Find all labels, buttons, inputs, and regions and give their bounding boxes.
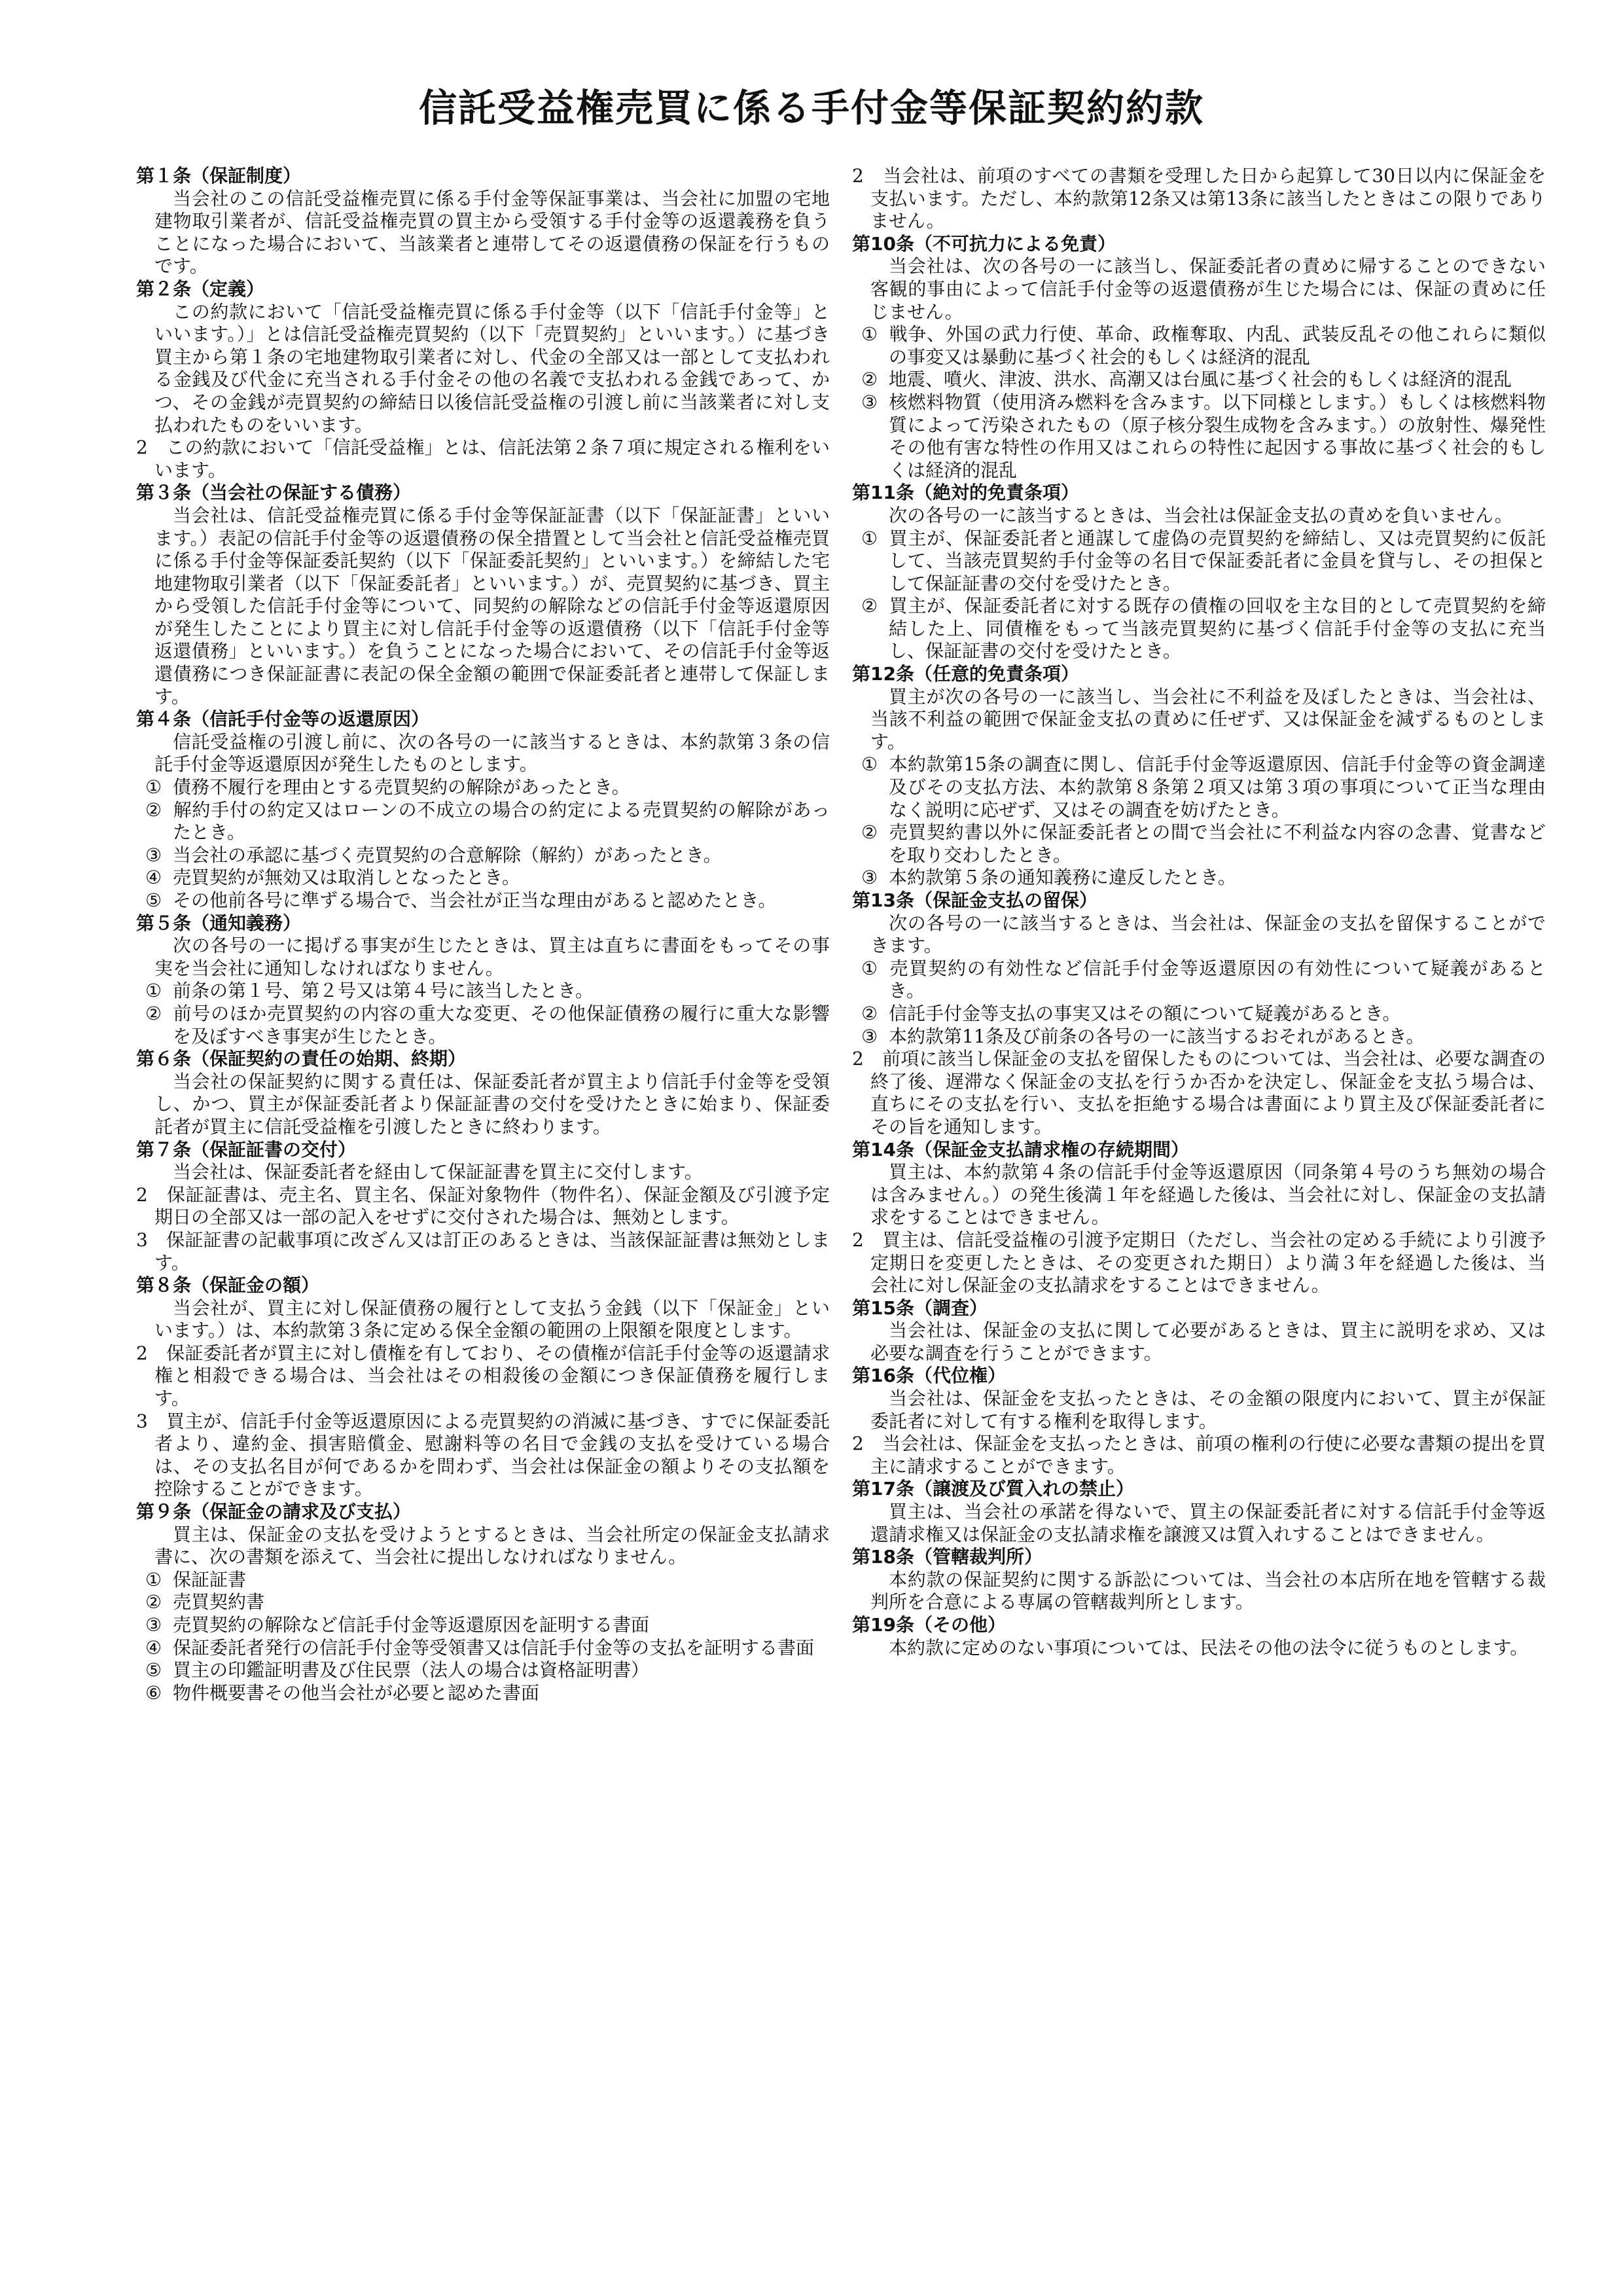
item-marker: ① bbox=[861, 957, 878, 979]
list-item bbox=[852, 1026, 1546, 1049]
item-text: 本約款第５条の通知義務に違反したとき。 bbox=[889, 867, 1236, 889]
article-heading: 第11条（絶対的免責条項） bbox=[852, 482, 1079, 504]
sub-paragraph: 3 保証証書の記載事項に改ざん又は訂正のあるときは、当該保証証書は無効とします。 bbox=[136, 1229, 830, 1274]
item-text: 売買契約が無効又は取消しとなったとき。 bbox=[173, 867, 520, 889]
list-item bbox=[136, 1003, 830, 1048]
article-paragraph: 当会社が、買主に対し保証債務の履行として支払う金銭（以下「保証金」といいます。）は、本約款第３条に定める保全金額の範囲の上限額を限度とします。 bbox=[154, 1297, 830, 1342]
article-heading: 第９条（保証金の請求及び支払） bbox=[136, 1501, 412, 1523]
item-text: 解約手付の約定又はローンの不成立の場合の約定による売買契約の解除があったとき。 bbox=[173, 798, 830, 844]
sub-paragraph: 2 保証委託者が買主に対し債権を有しており、その債権が信託手付金等の返還請求権と相殺できる場合は、当会社はその相殺後の金額につき保証債務を履行します。 bbox=[136, 1342, 830, 1410]
item-marker: ③ bbox=[861, 867, 878, 889]
sub-paragraph: 2 当会社は、保証金を支払ったときは、前項の権利の行使に必要な書類の提出を買主に請求することができます。 bbox=[852, 1433, 1546, 1477]
article-heading: 第13条（保証金支払の留保） bbox=[852, 889, 1097, 911]
item-text: 前条の第１号、第２号又は第４号に該当したとき。 bbox=[173, 980, 594, 1002]
article-paragraph: 次の各号の一に該当するときは、当会社は保証金支払の責めを負いません。 bbox=[889, 504, 1513, 526]
item-marker: ④ bbox=[145, 867, 162, 889]
article-heading: 第17条（譲渡及び質入れの禁止） bbox=[852, 1478, 1134, 1500]
list-item bbox=[136, 1591, 830, 1614]
left-column bbox=[136, 165, 830, 1704]
list-item bbox=[852, 753, 1546, 821]
item-text: 当会社の承認に基づく売買契約の合意解除（解約）があったとき。 bbox=[173, 844, 722, 866]
item-marker: ⑤ bbox=[145, 1659, 162, 1681]
item-text: 買主の印鑑証明書及び住民票（法人の場合は資格証明書） bbox=[173, 1659, 650, 1681]
item-text: 核燃料物質（使用済み燃料を含みます。以下同様とします。）もしくは核燃料物質によって汚染されたもの（原子核分裂生成物を含みます。）の放射性、爆発性その他有害な特性の作用又はこれらの特性に起因する事故に基づく社会的もしくは経済的混乱 bbox=[889, 391, 1546, 481]
item-text: 売買契約の解除など信託手付金等返還原因を証明する書面 bbox=[173, 1614, 650, 1636]
article-heading: 第１条（保証制度） bbox=[136, 165, 302, 187]
item-text: 戦争、外国の武力行使、革命、政権奪取、内乱、武装反乱その他これらに類似の事変又は暴動に基づく社会的もしくは経済的混乱 bbox=[889, 323, 1546, 368]
item-marker: ② bbox=[145, 1002, 162, 1024]
item-marker: ③ bbox=[861, 1025, 878, 1047]
article-heading: 第５条（通知義務） bbox=[136, 912, 302, 934]
item-marker: ① bbox=[145, 1568, 162, 1590]
list-item bbox=[136, 1682, 830, 1705]
list-item bbox=[852, 323, 1546, 368]
item-marker: ① bbox=[145, 776, 162, 798]
article-paragraph: 買主は、本約款第４条の信託手付金等返還原因（同条第４号のうち無効の場合は含みません。）の発生後満１年を経過した後は、当会社に対し、保証金の支払請求をすることはできません。 bbox=[870, 1161, 1546, 1229]
list-item bbox=[136, 799, 830, 844]
article-paragraph: 次の各号の一に該当するときは、当会社は、保証金の支払を留保することができます。 bbox=[870, 912, 1546, 957]
article-heading: 第14条（保証金支払請求権の存続期間） bbox=[852, 1138, 1189, 1160]
article-heading: 第16条（代位権） bbox=[852, 1365, 1006, 1387]
item-text: その他前各号に準ずる場合で、当会社が正当な理由があると認めたとき。 bbox=[173, 889, 777, 911]
item-text: 売買契約の有効性など信託手付金等返還原因の有効性について疑義があるとき。 bbox=[889, 957, 1546, 1002]
sub-paragraph: 2 買主は、信託受益権の引渡予定期日（ただし、当会社の定める手続により引渡予定期日を変更したときは、その変更された期日）より満３年を経過した後は、当会社に対し保証金の支払請求をすることはできません。 bbox=[852, 1229, 1546, 1297]
list-item bbox=[852, 528, 1546, 596]
item-text: 売買契約書 bbox=[173, 1591, 265, 1613]
list-item bbox=[136, 1614, 830, 1637]
item-marker: ① bbox=[861, 527, 878, 549]
article-heading: 第10条（不可抗力による免責） bbox=[852, 232, 1116, 255]
sub-paragraph: 3 買主が、信託手付金等返還原因による売買契約の消滅に基づき、すでに保証委託者より、違約金、損害賠償金、慰謝料等の名目で金銭の支払を受けている場合は、その支払名目が何であるかを問わず、当会社は保証金の額よりその支払額を控除することができます。 bbox=[136, 1410, 830, 1500]
item-text: 地震、噴火、津波、洪水、高潮又は台風に基づく社会的もしくは経済的混乱 bbox=[889, 368, 1512, 391]
list-item bbox=[136, 889, 830, 912]
article-heading: 第７条（保証証書の交付） bbox=[136, 1138, 357, 1160]
article-paragraph: 買主が次の各号の一に該当し、当会社に不利益を及ぼしたときは、当会社は、当該不利益の範囲で保証金支払の責めに任ぜず、又は保証金を減ずるものとします。 bbox=[870, 685, 1546, 753]
article-paragraph: 当会社は、保証金を支払ったときは、その金額の限度内において、買主が保証委託者に対して有する権利を取得します。 bbox=[870, 1388, 1546, 1432]
item-text: 本約款第15条の調査に関し、信託手付金等返還原因、信託手付金等の資金調達及びその支払方法、本約款第８条第２項又は第３項の事項について正当な理由なく説明に応ぜず、又はその調査を妨げたとき。 bbox=[889, 753, 1546, 821]
item-text: 本約款第11条及び前条の各号の一に該当するおそれがあるとき。 bbox=[889, 1025, 1425, 1047]
item-marker: ⑥ bbox=[145, 1681, 162, 1704]
article-heading: 第８条（保証金の額） bbox=[136, 1274, 320, 1297]
sub-paragraph: 2 当会社は、前項のすべての書類を受理した日から起算して30日以内に保証金を支払います。ただし、本約款第12条又は第13条に該当したときはこの限りでありません。 bbox=[852, 165, 1546, 232]
sub-paragraph: 2 保証証書は、売主名、買主名、保証対象物件（物件名）、保証金額及び引渡予定期日の全部又は一部の記入をせずに交付された場合は、無効とします。 bbox=[136, 1183, 830, 1229]
list-item bbox=[852, 821, 1546, 867]
item-text: 買主が、保証委託者と通謀して虚偽の売買契約を締結し、又は売買契約に仮託して、当該売買契約手付金等の名目で保証委託者に金員を貸与し、その担保として保証証書の交付を受けたとき。 bbox=[889, 527, 1546, 594]
item-marker: ① bbox=[145, 980, 162, 1002]
item-marker: ② bbox=[145, 798, 162, 821]
article-heading: 第３条（当会社の保証する債務） bbox=[136, 482, 412, 504]
item-marker: ① bbox=[861, 323, 878, 346]
article-heading: 第４条（信託手付金等の返還原因） bbox=[136, 708, 430, 730]
item-marker: ① bbox=[861, 753, 878, 776]
article-paragraph: 本約款の保証契約に関する訴訟については、当会社の本店所在地を管轄する裁判所を合意による専属の管轄裁判所とします。 bbox=[870, 1568, 1546, 1613]
item-text: 債務不履行を理由とする売買契約の解除があったとき。 bbox=[173, 776, 630, 798]
item-text: 物件概要書その他当会社が必要と認めた書面 bbox=[173, 1681, 540, 1704]
list-item bbox=[136, 776, 830, 799]
item-text: 保証証書 bbox=[173, 1568, 247, 1590]
article-paragraph: 次の各号の一に掲げる事実が生じたときは、買主は直ちに書面をもってその事実を当会社に通知しなければなりません。 bbox=[154, 935, 830, 979]
article-paragraph: 買主は、当会社の承諾を得ないで、買主の保証委託者に対する信託手付金等返還請求権又は保証金の支払請求権を譲渡又は質入れすることはできません。 bbox=[870, 1501, 1546, 1545]
item-marker: ② bbox=[145, 1591, 162, 1613]
article-heading: 第６条（保証契約の責任の始期、終期） bbox=[136, 1048, 467, 1070]
article-heading: 第18条（管轄裁判所） bbox=[852, 1546, 1043, 1568]
list-item bbox=[852, 958, 1546, 1003]
article-paragraph: 当会社は、信託受益権売買に係る手付金等保証証書（以下「保証証書」といいます。）表記の信託手付金等の返還債務の保全措置として当会社と信託受益権売買に係る手付金等保証委託契約（以下「保証委託契約」といいます。）を締結した宅地建物取引業者（以下「保証委託者」といいます。）が、売買契約に基づき、買主から受領した信託手付金等について、同契約の解除などの信託手付金等返還原因が発生したことにより買主に対し信託手付金等の返還債務（以下「信託手付金等返還債務」といいます。）を負うことになった場合において、その信託手付金等返還債務につき保証証書に表記の保全金額の範囲で保証委託者と連帯して保証します。 bbox=[154, 504, 830, 708]
item-text: 前号のほか売買契約の内容の重大な変更、その他保証債務の履行に重大な影響を及ぼすべき事実が生じたとき。 bbox=[173, 1002, 830, 1047]
article-paragraph: 買主は、保証金の支払を受けようとするときは、当会社所定の保証金支払請求書に、次の書類を添えて、当会社に提出しなければなりません。 bbox=[154, 1523, 830, 1568]
article-paragraph: この約款において「信託受益権売買に係る手付金等（以下「信託手付金等」といいます。）」とは信託受益権売買契約（以下「売買契約」といいます。）に基づき買主から第１条の宅地建物取引業者に対し、代金の全部又は一部として支払われる金銭及び代金に充当される手付金その他の名義で支払われる金銭であって、かつ、その金銭が売買契約の締結日以後信託受益権の引渡し前に当該業者に対し支払われたものをいいます。 bbox=[154, 300, 830, 436]
item-marker: ③ bbox=[861, 391, 878, 413]
right-column bbox=[852, 165, 1546, 1659]
item-marker: ② bbox=[861, 595, 878, 617]
article-paragraph: 当会社は、保証委託者を経由して保証証書を買主に交付します。 bbox=[173, 1161, 703, 1183]
article-paragraph: 当会社は、次の各号の一に該当し、保証委託者の責めに帰することのできない客観的事由によって信託手付金等の返還債務が生じた場合には、保証の責めに任じません。 bbox=[870, 255, 1546, 323]
list-item bbox=[852, 867, 1546, 889]
article-paragraph: 当会社のこの信託受益権売買に係る手付金等保証事業は、当会社に加盟の宅地建物取引業者が、信託受益権売買の買主から受領する手付金等の返還義務を負うことになった場合において、当該業者と連帯してその返還債務の保証を行うものです。 bbox=[154, 187, 830, 278]
item-marker: ④ bbox=[145, 1636, 162, 1659]
list-item bbox=[852, 595, 1546, 663]
list-item bbox=[136, 1569, 830, 1592]
item-text: 買主が、保証委託者に対する既存の債権の回収を主な目的として売買契約を締結した上、同債権をもって当該売買契約に基づく信託手付金等の支払に充当し、保証証書の交付を受けたとき。 bbox=[889, 595, 1546, 662]
list-item bbox=[852, 368, 1546, 391]
item-marker: ② bbox=[861, 1002, 878, 1024]
item-marker: ③ bbox=[145, 844, 162, 866]
sub-paragraph: 2 この約款において「信託受益権」とは、信託法第２条７項に規定される権利をいいます。 bbox=[136, 437, 830, 481]
item-text: 保証委託者発行の信託手付金等受領書又は信託手付金等の支払を証明する書面 bbox=[173, 1636, 815, 1659]
list-item bbox=[136, 1637, 830, 1660]
article-heading: 第15条（調査） bbox=[852, 1297, 988, 1319]
list-item bbox=[136, 980, 830, 1003]
list-item bbox=[852, 1003, 1546, 1026]
item-text: 売買契約書以外に保証委託者との間で当会社に不利益な内容の念書、覚書などを取り交わしたとき。 bbox=[889, 821, 1546, 866]
article-heading: 第12条（任意的免責条項） bbox=[852, 663, 1079, 685]
list-item bbox=[136, 867, 830, 889]
item-text: 信託手付金等支払の事実又はその額について疑義があるとき。 bbox=[889, 1002, 1401, 1024]
article-paragraph: 当会社の保証契約に関する責任は、保証委託者が買主より信託手付金等を受領し、かつ、買主が保証委託者より保証証書の交付を受けたときに始まり、保証委託者が買主に信託受益権を引渡したときに終わります。 bbox=[154, 1070, 830, 1138]
article-paragraph: 信託受益権の引渡し前に、次の各号の一に該当するときは、本約款第３条の信託手付金等返還原因が発生したものとします。 bbox=[154, 730, 830, 776]
list-item bbox=[136, 844, 830, 867]
article-heading: 第19条（その他） bbox=[852, 1614, 1006, 1636]
article-heading: 第２条（定義） bbox=[136, 278, 265, 300]
sub-paragraph: 2 前項に該当し保証金の支払を留保したものについては、当会社は、必要な調査の終了後、遅滞なく保証金の支払を行うか否かを決定し、保証金を支払う場合は、直ちにその支払を行い、支払を拒絶する場合は書面により買主及び保証委託者にその旨を通知します。 bbox=[852, 1048, 1546, 1138]
item-marker: ② bbox=[861, 821, 878, 844]
item-marker: ③ bbox=[145, 1614, 162, 1636]
list-item bbox=[852, 391, 1546, 482]
item-marker: ② bbox=[861, 368, 878, 391]
article-paragraph: 当会社は、保証金の支払に関して必要があるときは、買主に説明を求め、又は必要な調査を行うことができます。 bbox=[870, 1319, 1546, 1364]
document-title: 信託受益権売買に係る手付金等保証契約約款 bbox=[418, 86, 1204, 130]
item-marker: ⑤ bbox=[145, 889, 162, 911]
list-item bbox=[136, 1659, 830, 1682]
article-paragraph: 本約款に定めのない事項については、民法その他の法令に従うものとします。 bbox=[889, 1636, 1529, 1659]
